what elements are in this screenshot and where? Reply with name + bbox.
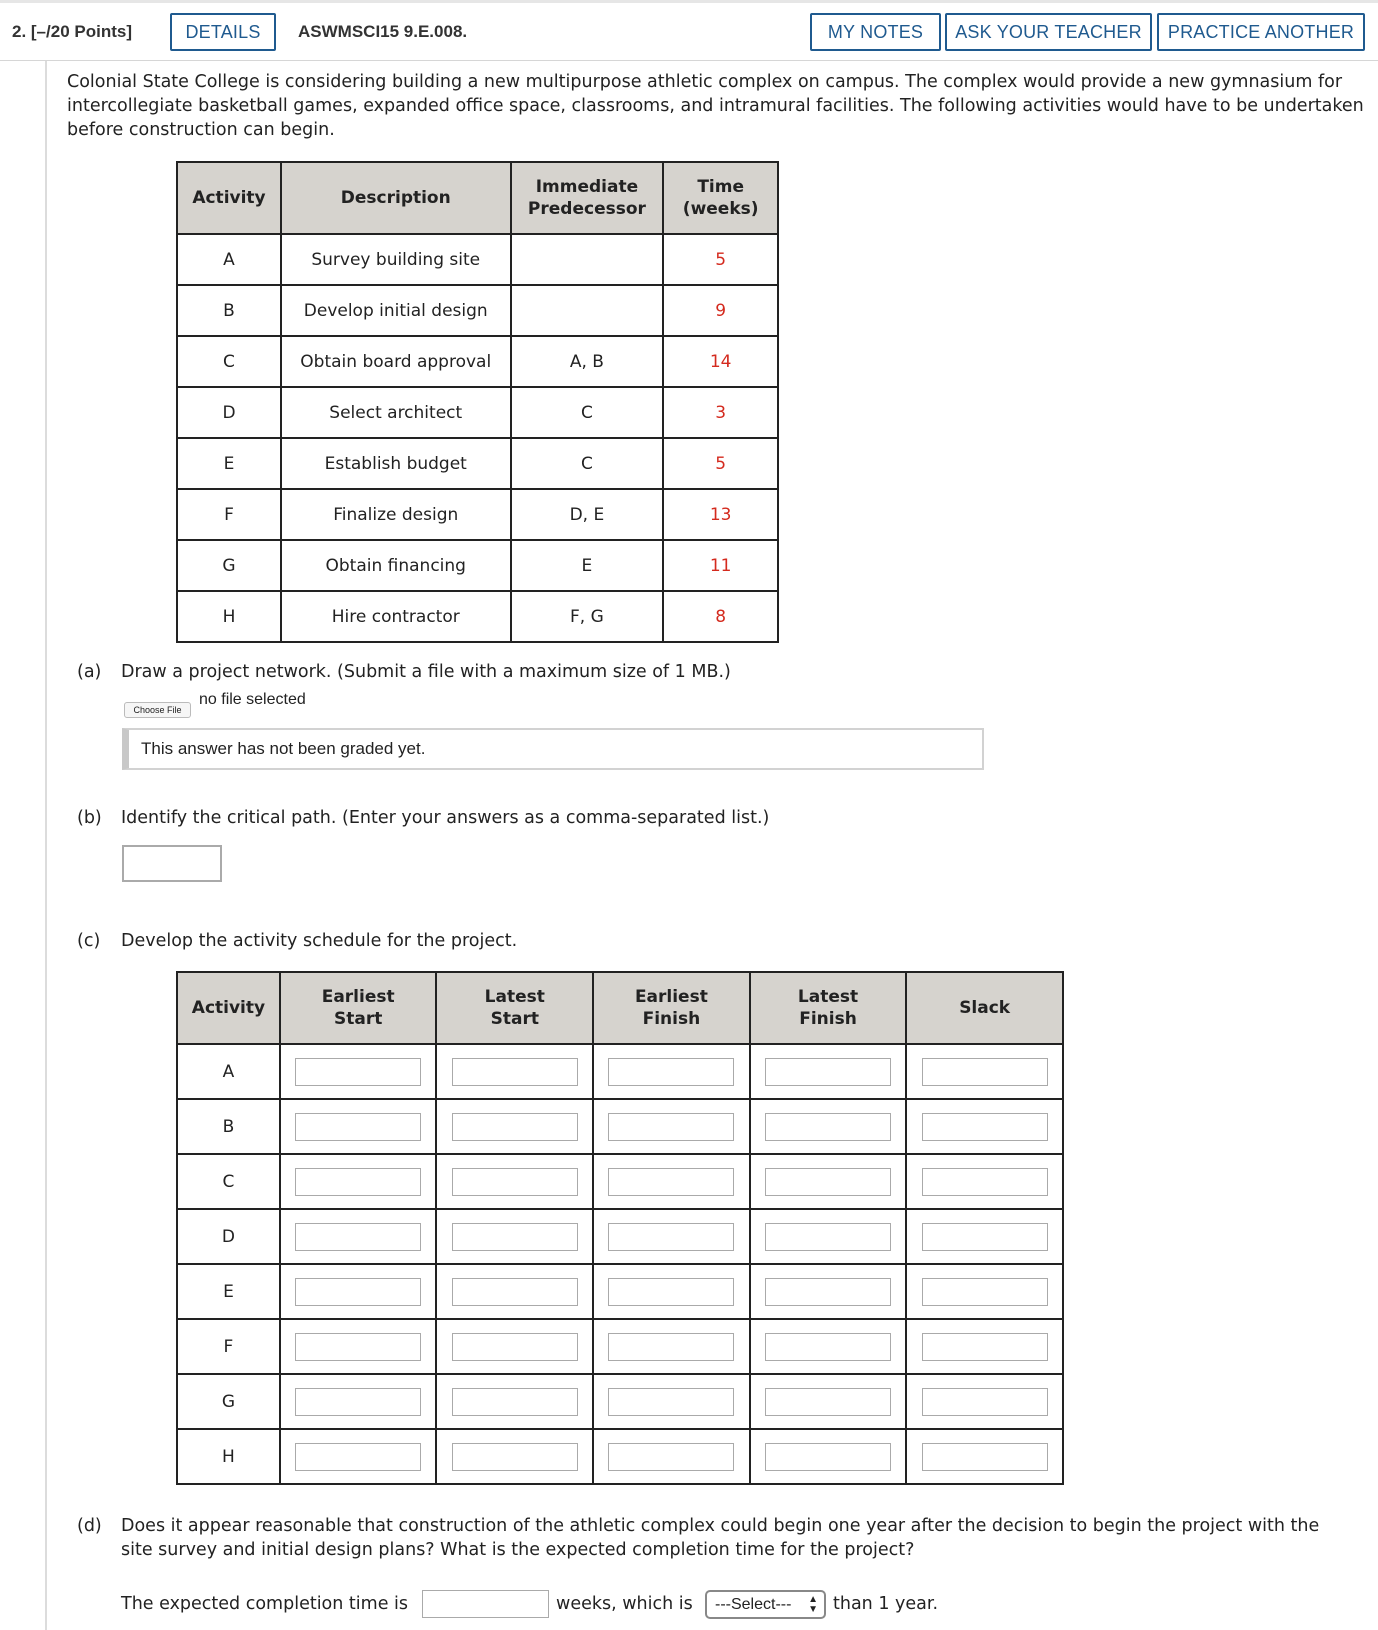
- slack-input[interactable]: [922, 1113, 1048, 1141]
- schedule-activity-cell: G: [177, 1374, 280, 1429]
- latest-start-input[interactable]: [452, 1388, 578, 1416]
- activity-row: [177, 591, 778, 642]
- earliest-start-cell: [280, 1429, 437, 1484]
- select-arrows-icon: ▲ ▼: [808, 1594, 818, 1615]
- latest-finish-input[interactable]: [765, 1278, 891, 1306]
- header-earliest-start: Earliest Start: [280, 972, 437, 1044]
- earliest-finish-cell: [593, 1374, 750, 1429]
- activity-cell: A: [177, 234, 281, 285]
- latest-finish-cell: [750, 1264, 907, 1319]
- part-b-text: Identify the critical path. (Enter your answers as a comma-separated list.): [121, 808, 770, 828]
- earliest-finish-cell: [593, 1044, 750, 1099]
- activity-cell: D: [177, 387, 281, 438]
- part-a-text: Draw a project network. (Submit a file with a maximum size of 1 MB.): [121, 662, 731, 682]
- time-cell: 14: [663, 336, 778, 387]
- earliest-finish-input[interactable]: [608, 1113, 734, 1141]
- latest-start-input[interactable]: [452, 1058, 578, 1086]
- schedule-activity-cell: A: [177, 1044, 280, 1099]
- completion-suffix: than 1 year.: [833, 1594, 939, 1614]
- earliest-start-input[interactable]: [295, 1443, 421, 1471]
- activity-cell: B: [177, 285, 281, 336]
- activity-row: [177, 540, 778, 591]
- schedule-activity-cell: C: [177, 1154, 280, 1209]
- latest-finish-input[interactable]: [765, 1058, 891, 1086]
- slack-cell: [906, 1264, 1063, 1319]
- latest-start-cell: [436, 1429, 593, 1484]
- description-cell: Establish budget: [281, 438, 511, 489]
- activity-row: [177, 336, 778, 387]
- activity-row: [177, 285, 778, 336]
- latest-finish-input[interactable]: [765, 1113, 891, 1141]
- earliest-finish-cell: [593, 1099, 750, 1154]
- schedule-row: [177, 1154, 1063, 1209]
- earliest-start-input[interactable]: [295, 1333, 421, 1361]
- activity-row: [177, 234, 778, 285]
- earliest-start-input[interactable]: [295, 1278, 421, 1306]
- latest-finish-cell: [750, 1429, 907, 1484]
- slack-input[interactable]: [922, 1388, 1048, 1416]
- earliest-start-input[interactable]: [295, 1388, 421, 1416]
- earliest-finish-input[interactable]: [608, 1223, 734, 1251]
- earliest-finish-input[interactable]: [608, 1278, 734, 1306]
- slack-input[interactable]: [922, 1333, 1048, 1361]
- graded-status-box: This answer has not been graded yet.: [122, 728, 984, 770]
- part-b-label: (b): [77, 808, 102, 828]
- latest-finish-input[interactable]: [765, 1223, 891, 1251]
- part-d-text-line1: Does it appear reasonable that construction of the athletic complex could begin one year after the decision to begin the project with the: [121, 1516, 1320, 1536]
- earliest-start-input[interactable]: [295, 1168, 421, 1196]
- completion-middle: weeks, which is: [556, 1594, 693, 1614]
- part-a-label: (a): [77, 662, 102, 682]
- time-cell: 3: [663, 387, 778, 438]
- header-description: Description: [281, 162, 511, 234]
- slack-cell: [906, 1154, 1063, 1209]
- time-cell: 9: [663, 285, 778, 336]
- activity-row: [177, 489, 778, 540]
- ask-your-teacher-button[interactable]: ASK YOUR TEACHER: [945, 13, 1152, 51]
- latest-start-cell: [436, 1264, 593, 1319]
- latest-finish-input[interactable]: [765, 1333, 891, 1361]
- slack-cell: [906, 1209, 1063, 1264]
- earliest-start-cell: [280, 1209, 437, 1264]
- latest-start-cell: [436, 1099, 593, 1154]
- schedule-activity-cell: D: [177, 1209, 280, 1264]
- earliest-finish-cell: [593, 1264, 750, 1319]
- description-cell: Survey building site: [281, 234, 511, 285]
- slack-input[interactable]: [922, 1223, 1048, 1251]
- activity-cell: H: [177, 591, 281, 642]
- predecessor-cell: D, E: [511, 489, 664, 540]
- latest-finish-input[interactable]: [765, 1388, 891, 1416]
- earliest-start-input[interactable]: [295, 1223, 421, 1251]
- latest-finish-cell: [750, 1044, 907, 1099]
- slack-cell: [906, 1319, 1063, 1374]
- earliest-finish-cell: [593, 1429, 750, 1484]
- earliest-finish-input[interactable]: [608, 1443, 734, 1471]
- activity-table: [176, 161, 779, 643]
- earliest-finish-cell: [593, 1209, 750, 1264]
- earliest-finish-input[interactable]: [608, 1388, 734, 1416]
- predecessor-cell: C: [511, 387, 664, 438]
- latest-finish-input[interactable]: [765, 1168, 891, 1196]
- description-cell: Obtain board approval: [281, 336, 511, 387]
- file-status: no file selected: [199, 691, 306, 708]
- latest-start-input[interactable]: [452, 1223, 578, 1251]
- activity-cell: G: [177, 540, 281, 591]
- activity-cell: E: [177, 438, 281, 489]
- question-points-label: 2. [–/20 Points]: [12, 22, 132, 41]
- latest-start-cell: [436, 1319, 593, 1374]
- slack-cell: [906, 1044, 1063, 1099]
- latest-finish-cell: [750, 1209, 907, 1264]
- choose-file-button[interactable]: Choose File: [124, 702, 191, 718]
- earliest-finish-input[interactable]: [608, 1058, 734, 1086]
- my-notes-button[interactable]: MY NOTES: [810, 13, 941, 51]
- completion-prefix: The expected completion time is: [121, 1594, 408, 1614]
- description-cell: Finalize design: [281, 489, 511, 540]
- earliest-finish-input[interactable]: [608, 1333, 734, 1361]
- slack-cell: [906, 1374, 1063, 1429]
- latest-start-input[interactable]: [452, 1333, 578, 1361]
- schedule-activity-cell: H: [177, 1429, 280, 1484]
- part-d-label: (d): [77, 1516, 102, 1536]
- schedule-activity-cell: E: [177, 1264, 280, 1319]
- schedule-row: [177, 1319, 1063, 1374]
- comparison-select[interactable]: [705, 1590, 826, 1619]
- latest-finish-cell: [750, 1099, 907, 1154]
- problem-intro: Colonial State College is considering building a new multipurpose athletic complex on campus. The complex would provide a new gymnasium for intercollegiate basketball games, expanded office space, classrooms, and intramural facilities. The following activities would have to be undertaken before construction can begin.: [67, 72, 1364, 140]
- slack-cell: [906, 1099, 1063, 1154]
- schedule-activity-cell: B: [177, 1099, 280, 1154]
- critical-path-input[interactable]: [122, 845, 222, 882]
- earliest-start-input[interactable]: [295, 1058, 421, 1086]
- question-header: [0, 3, 1378, 61]
- header-predecessor: Immediate Predecessor: [511, 162, 664, 234]
- predecessor-cell: [511, 234, 664, 285]
- latest-finish-cell: [750, 1374, 907, 1429]
- latest-start-input[interactable]: [452, 1278, 578, 1306]
- schedule-row: [177, 1099, 1063, 1154]
- schedule-row: [177, 1264, 1063, 1319]
- time-cell: 5: [663, 234, 778, 285]
- slack-input[interactable]: [922, 1443, 1048, 1471]
- latest-finish-cell: [750, 1154, 907, 1209]
- time-cell: 11: [663, 540, 778, 591]
- practice-another-button[interactable]: PRACTICE ANOTHER: [1157, 13, 1365, 51]
- left-margin-bar: [45, 61, 47, 1630]
- slack-input[interactable]: [922, 1278, 1048, 1306]
- question-id: ASWMSCI15 9.E.008.: [298, 22, 468, 41]
- details-button[interactable]: DETAILS: [170, 13, 276, 51]
- part-c-text: Develop the activity schedule for the project.: [121, 931, 518, 951]
- earliest-start-cell: [280, 1044, 437, 1099]
- time-cell: 13: [663, 489, 778, 540]
- latest-start-input[interactable]: [452, 1443, 578, 1471]
- time-cell: 8: [663, 591, 778, 642]
- header-earliest-finish: Earliest Finish: [593, 972, 750, 1044]
- schedule-header-activity: Activity: [177, 972, 280, 1044]
- earliest-finish-input[interactable]: [608, 1168, 734, 1196]
- latest-start-cell: [436, 1374, 593, 1429]
- latest-start-input[interactable]: [452, 1168, 578, 1196]
- earliest-start-cell: [280, 1264, 437, 1319]
- activity-row: [177, 387, 778, 438]
- time-cell: 5: [663, 438, 778, 489]
- predecessor-cell: [511, 285, 664, 336]
- header-time: Time (weeks): [663, 162, 778, 234]
- schedule-row: [177, 1429, 1063, 1484]
- earliest-start-cell: [280, 1154, 437, 1209]
- latest-finish-cell: [750, 1319, 907, 1374]
- earliest-finish-cell: [593, 1154, 750, 1209]
- header-latest-start: Latest Start: [436, 972, 593, 1044]
- slack-cell: [906, 1429, 1063, 1484]
- slack-input[interactable]: [922, 1168, 1048, 1196]
- activity-cell: C: [177, 336, 281, 387]
- earliest-start-cell: [280, 1099, 437, 1154]
- earliest-start-cell: [280, 1319, 437, 1374]
- predecessor-cell: C: [511, 438, 664, 489]
- earliest-start-input[interactable]: [295, 1113, 421, 1141]
- select-value: ---Select---: [715, 1595, 792, 1613]
- part-d-text-line2: site survey and initial design plans? What is the expected completion time for the project?: [121, 1540, 915, 1560]
- predecessor-cell: A, B: [511, 336, 664, 387]
- activity-cell: F: [177, 489, 281, 540]
- header-slack: Slack: [906, 972, 1063, 1044]
- latest-start-input[interactable]: [452, 1113, 578, 1141]
- predecessor-cell: E: [511, 540, 664, 591]
- schedule-activity-cell: F: [177, 1319, 280, 1374]
- part-c-label: (c): [77, 931, 101, 951]
- latest-start-cell: [436, 1154, 593, 1209]
- header-latest-finish: Latest Finish: [750, 972, 907, 1044]
- latest-finish-input[interactable]: [765, 1443, 891, 1471]
- description-cell: Select architect: [281, 387, 511, 438]
- schedule-row: [177, 1209, 1063, 1264]
- description-cell: Develop initial design: [281, 285, 511, 336]
- schedule-table: [176, 971, 1064, 1485]
- schedule-row: [177, 1044, 1063, 1099]
- schedule-row: [177, 1374, 1063, 1429]
- predecessor-cell: F, G: [511, 591, 664, 642]
- activity-row: [177, 438, 778, 489]
- slack-input[interactable]: [922, 1058, 1048, 1086]
- header-activity: Activity: [177, 162, 281, 234]
- latest-start-cell: [436, 1209, 593, 1264]
- description-cell: Hire contractor: [281, 591, 511, 642]
- latest-start-cell: [436, 1044, 593, 1099]
- earliest-finish-cell: [593, 1319, 750, 1374]
- description-cell: Obtain financing: [281, 540, 511, 591]
- completion-time-input[interactable]: [422, 1590, 549, 1618]
- earliest-start-cell: [280, 1374, 437, 1429]
